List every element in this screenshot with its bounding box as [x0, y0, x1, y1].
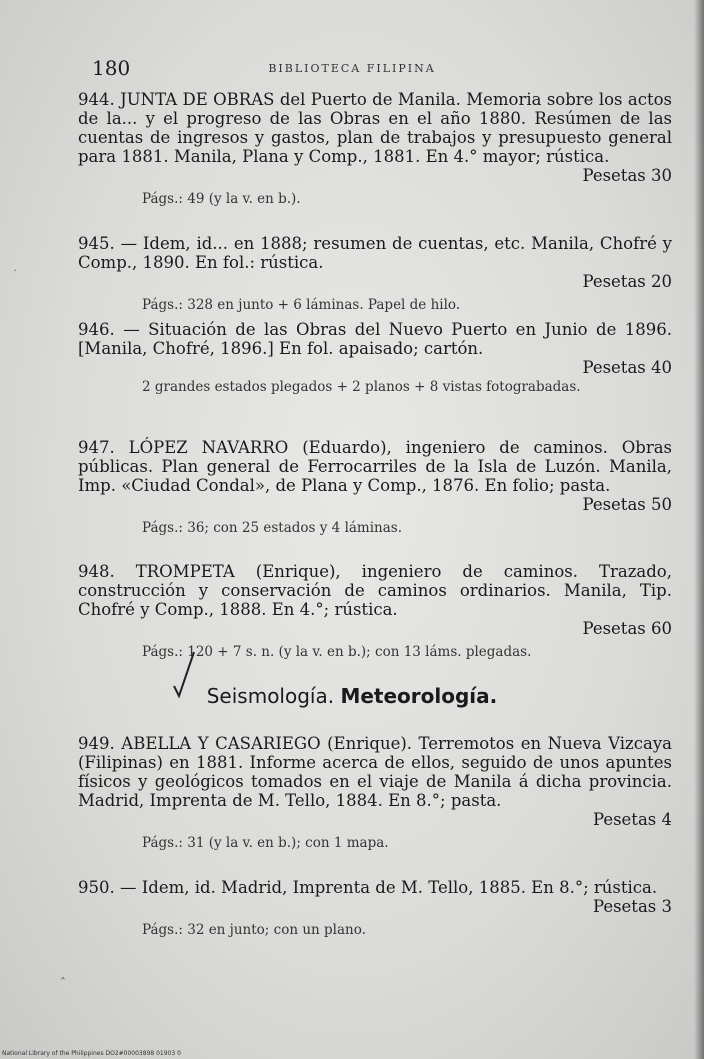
- margin-mark: ˆ: [60, 976, 66, 990]
- footer-credit: National Library of the Philippines DO2#00003898 01903 0: [2, 1050, 181, 1057]
- entry-note: Págs.: 49 (y la v. en b.).: [142, 191, 301, 207]
- entry-note: Págs.: 36; con 25 estados y 4 láminas.: [142, 520, 403, 536]
- margin-mark: ˙: [12, 268, 18, 282]
- entry-number: 944.: [78, 90, 115, 109]
- entry-950: [78, 878, 672, 938]
- entry-body: TROMPETA (Enrique), ingeniero de caminos. Trazado, construcción y conservación de caminos ordinarios. Manila, Tip. Chofré y Comp., 1888. En 4.°; rústica.: [78, 562, 672, 619]
- entry-price: Pesetas 20: [582, 272, 672, 291]
- entry-number: 945.: [78, 234, 115, 253]
- entry-body: — Idem, id... en 1888; resumen de cuentas, etc. Manila, Chofré y Comp., 1890. En fol.: rústica.: [78, 234, 673, 272]
- entry-number: 950.: [78, 878, 115, 897]
- page-edge-shadow: [694, 0, 704, 1059]
- entry-body: ABELLA Y CASARIEGO (Enrique). Terremotos en Nueva Vizcaya (Filipinas) en 1881. Informe acerca de ellos, seguido de unos apuntes físicos y geológicos tomados en el viaje de Manila á dicha provincia. Madrid, Imprenta de M. Tello, 1884. En 8.°; pasta.: [78, 734, 672, 810]
- entry-number: 949.: [78, 734, 115, 753]
- entry-text: [78, 878, 672, 897]
- entry-price: Pesetas 40: [582, 358, 672, 377]
- entry-note: Págs.: 328 en junto + 6 láminas. Papel de hilo.: [142, 297, 461, 313]
- entry-price: Pesetas 4: [592, 810, 672, 829]
- entry-price: Pesetas 60: [582, 619, 672, 638]
- entry-note: Págs.: 31 (y la v. en b.); con 1 mapa.: [142, 835, 389, 851]
- entry-text: [78, 320, 672, 358]
- entry-text: [78, 734, 672, 810]
- page-header: [0, 56, 704, 80]
- page-number: 180: [92, 56, 131, 80]
- entry-note: 2 grandes estados plegados + 2 planos + 8 vistas fotograbadas.: [142, 379, 581, 395]
- entry-number: 947.: [78, 438, 115, 457]
- entry-note: Págs.: 120 + 7 s. n. (y la v. en b.); con 13 láms. plegadas.: [142, 644, 532, 660]
- entry-947: [78, 438, 672, 536]
- entry-body: JUNTA DE OBRAS del Puerto de Manila. Memoria sobre los actos de la... y el progreso de las Obras en el año 1880. Resúmen de las cuentas de ingresos y gastos, plan de trabajos y presupuesto general para 1881. Manila, Plana y Comp., 1881. En 4.° mayor; rústica.: [78, 90, 673, 166]
- running-title: BIBLIOTECA FILIPINA: [268, 62, 436, 75]
- section-heading-part2: Meteorología.: [340, 684, 498, 708]
- section-heading: Seismología. Meteorología.: [206, 684, 498, 708]
- entry-price: Pesetas 50: [582, 495, 672, 514]
- entry-number: 946.: [78, 320, 115, 339]
- entry-945: [78, 234, 672, 313]
- entry-text: [78, 438, 672, 495]
- entry-946: [78, 320, 672, 395]
- section-heading-part1: Seismología: [206, 684, 328, 708]
- entry-price: Pesetas 30: [582, 166, 672, 185]
- entry-body: — Idem, id. Madrid, Imprenta de M. Tello, 1885. En 8.°; rústica.: [120, 878, 658, 897]
- entry-text: [78, 234, 672, 272]
- entry-text: [78, 90, 672, 166]
- entry-number: 948.: [78, 562, 115, 581]
- entry-text: [78, 562, 672, 619]
- entry-944: [78, 90, 672, 207]
- entry-948: [78, 562, 672, 660]
- entry-note: Págs.: 32 en junto; con un plano.: [142, 922, 366, 938]
- entry-949: [78, 734, 672, 851]
- entry-body: — Situación de las Obras del Nuevo Puerto en Junio de 1896. [Manila, Chofré, 1896.] En fol. apaisado; cartón.: [78, 320, 672, 358]
- entry-price: Pesetas 3: [592, 897, 672, 916]
- entry-body: LÓPEZ NAVARRO (Eduardo), ingeniero de caminos. Obras públicas. Plan general de Ferrocarriles de la Isla de Luzón. Manila, Imp. «Ciudad Condal», de Plana y Comp., 1876. En folio; pasta.: [78, 438, 673, 495]
